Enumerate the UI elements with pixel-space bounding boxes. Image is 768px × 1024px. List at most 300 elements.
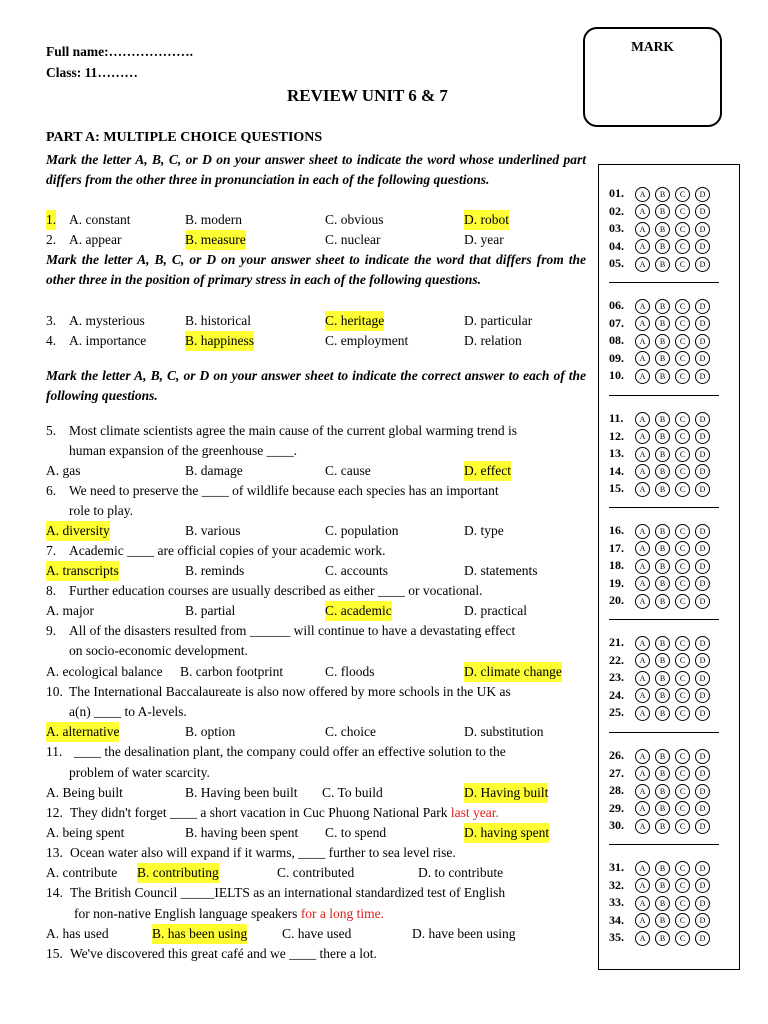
q4-option-a: A. importance — [69, 333, 147, 348]
answer-bubble-b[interactable]: B — [655, 861, 670, 876]
answer-bubble-a[interactable]: A — [635, 222, 650, 237]
answer-bubble-b[interactable]: B — [655, 706, 670, 721]
answer-bubble-c[interactable]: C — [675, 447, 690, 462]
answer-bubble-c[interactable]: C — [675, 239, 690, 254]
answer-bubble-b[interactable]: B — [655, 653, 670, 668]
q2-option-b: B. measure — [185, 230, 246, 250]
answer-bubble-b[interactable]: B — [655, 482, 670, 497]
answer-row-number: 29. — [609, 800, 624, 815]
q12-option-d: D. having spent — [464, 823, 549, 843]
answer-row — [609, 556, 715, 574]
answer-bubble-d[interactable]: D — [695, 204, 710, 219]
answer-row — [609, 444, 715, 462]
q11-stem-line2: problem of water scarcity. — [69, 765, 210, 780]
answer-row — [609, 331, 715, 349]
q1-option-b: B. modern — [185, 212, 242, 227]
answer-row-number: 21. — [609, 635, 624, 649]
q3-option-a: A. mysterious — [69, 313, 145, 328]
answer-row — [609, 296, 715, 314]
answer-row-number: 31. — [609, 860, 624, 874]
answer-row-number: 04. — [609, 238, 624, 253]
answer-row-number: 05. — [609, 256, 624, 270]
q12-option-a: A. being spent — [46, 825, 125, 840]
answer-bubble-b[interactable]: B — [655, 913, 670, 928]
answer-row — [609, 521, 715, 539]
answer-row-number: 18. — [609, 558, 624, 572]
answer-bubble-d[interactable]: D — [695, 913, 710, 928]
answer-row-number: 02. — [609, 203, 624, 218]
answer-row — [609, 539, 715, 557]
q13-stem-line1: Ocean water also will expand if it warms, ____ further to sea level rise. — [70, 845, 456, 860]
q6-option-a: A. diversity — [46, 521, 110, 541]
answer-bubble-a[interactable]: A — [635, 524, 650, 539]
answer-bubble-c[interactable]: C — [675, 931, 690, 946]
answer-row — [609, 764, 715, 782]
answer-bubble-a[interactable]: A — [635, 316, 650, 331]
answer-row — [609, 479, 715, 497]
answer-bubble-c[interactable]: C — [675, 749, 690, 764]
answer-bubble-b[interactable]: B — [655, 334, 670, 349]
q9-option-b: B. carbon footprint — [180, 664, 284, 679]
answer-row-number: 09. — [609, 350, 624, 365]
answer-row — [609, 876, 715, 894]
answer-bubble-a[interactable]: A — [635, 688, 650, 703]
answer-bubble-b[interactable]: B — [655, 688, 670, 703]
answer-bubble-d[interactable]: D — [695, 316, 710, 331]
answer-bubble-d[interactable]: D — [695, 594, 710, 609]
answer-bubble-c[interactable]: C — [675, 878, 690, 893]
answer-bubble-c[interactable]: C — [675, 464, 690, 479]
q9-stem-line2: on socio-economic development. — [69, 643, 248, 658]
q1-option-d: D. robot — [464, 210, 509, 230]
instruction-correct-answer: Mark the letter A, B, C, or D on your answer sheet to indicate the correct answer to each of the following questions. — [46, 368, 586, 403]
answer-row-number: 13. — [609, 446, 624, 460]
q12-time-marker: last year. — [450, 805, 499, 820]
q1-option-c: C. obvious — [325, 212, 384, 227]
answer-bubble-a[interactable]: A — [635, 861, 650, 876]
answer-bubble-a[interactable]: A — [635, 334, 650, 349]
q1-number: 1. — [46, 210, 56, 230]
answer-bubble-d[interactable]: D — [695, 299, 710, 314]
q11-option-b: B. Having been built — [185, 785, 298, 800]
answer-bubble-a[interactable]: A — [635, 464, 650, 479]
class-field: Class: 11……… — [46, 65, 138, 80]
q10-stem-line2: a(n) ____ to A-levels. — [69, 704, 187, 719]
q15-number: 15. — [46, 946, 63, 961]
q4-option-b: B. happiness — [185, 331, 254, 351]
answer-bubble-b[interactable]: B — [655, 429, 670, 444]
q10-option-a: A. alternative — [46, 722, 119, 742]
answer-bubble-a[interactable]: A — [635, 706, 650, 721]
answer-bubble-d[interactable]: D — [695, 653, 710, 668]
answer-row — [609, 349, 715, 367]
answer-row — [609, 668, 715, 686]
q9-stem-line1: All of the disasters resulted from ______ will continue to have a devastating effect — [69, 623, 516, 638]
answer-bubble-b[interactable]: B — [655, 299, 670, 314]
q10-stem-line1: The International Baccalaureate is also now offered by more schools in the UK as — [69, 684, 511, 699]
q5-stem-line2: human expansion of the greenhouse ____. — [69, 443, 297, 458]
answer-row-number: 15. — [609, 481, 624, 495]
answer-bubble-c[interactable]: C — [675, 653, 690, 668]
answer-row-number: 35. — [609, 930, 624, 944]
answer-bubble-a[interactable]: A — [635, 482, 650, 497]
answer-bubble-c[interactable]: C — [675, 671, 690, 686]
q14-number: 14. — [46, 885, 63, 900]
answer-bubble-c[interactable]: C — [675, 204, 690, 219]
answer-bubble-b[interactable]: B — [655, 896, 670, 911]
answer-group-divider — [609, 844, 719, 845]
q9-option-a: A. ecological balance — [46, 664, 163, 679]
answer-row — [609, 686, 715, 704]
answer-row — [609, 314, 715, 332]
answer-row — [609, 781, 715, 799]
answer-row — [609, 799, 715, 817]
answer-bubble-d[interactable]: D — [695, 222, 710, 237]
answer-bubble-d[interactable]: D — [695, 369, 710, 384]
answer-bubble-d[interactable]: D — [695, 351, 710, 366]
answer-row-number: 06. — [609, 298, 624, 312]
answer-row — [609, 254, 715, 272]
q13-option-d: D. to contribute — [418, 865, 504, 880]
answer-row-number: 25. — [609, 705, 624, 719]
answer-bubble-d[interactable]: D — [695, 819, 710, 834]
q5-number: 5. — [46, 423, 57, 438]
answer-bubble-d[interactable]: D — [695, 706, 710, 721]
answer-bubble-c[interactable]: C — [675, 222, 690, 237]
answer-group-divider — [609, 507, 719, 508]
answer-bubble-d[interactable]: D — [695, 559, 710, 574]
full-name-field: Full name:………………. — [46, 44, 193, 59]
q7-option-a: A. transcripts — [46, 561, 119, 581]
answer-row-number: 33. — [609, 895, 624, 909]
answer-bubble-d[interactable]: D — [695, 636, 710, 651]
answer-row — [609, 928, 715, 946]
answer-row-number: 14. — [609, 463, 624, 478]
answer-bubble-a[interactable]: A — [635, 671, 650, 686]
answer-bubble-d[interactable]: D — [695, 257, 710, 272]
answer-bubble-b[interactable]: B — [655, 819, 670, 834]
answer-bubble-c[interactable]: C — [675, 766, 690, 781]
answer-bubble-a[interactable]: A — [635, 412, 650, 427]
answer-row-number: 03. — [609, 221, 624, 235]
answer-group-divider — [609, 732, 719, 733]
answer-bubble-a[interactable]: A — [635, 896, 650, 911]
answer-bubble-d[interactable]: D — [695, 576, 710, 591]
q15-stem-line1: We've discovered this great café and we ____ there a lot. — [70, 946, 377, 961]
answer-bubble-b[interactable]: B — [655, 931, 670, 946]
answer-bubble-a[interactable]: A — [635, 429, 650, 444]
answer-bubble-b[interactable]: B — [655, 671, 670, 686]
q3-option-c: C. heritage — [325, 311, 384, 331]
answer-bubble-a[interactable]: A — [635, 878, 650, 893]
answer-bubble-b[interactable]: B — [655, 257, 670, 272]
answer-bubble-a[interactable]: A — [635, 801, 650, 816]
answer-row — [609, 858, 715, 876]
q3-option-d: D. particular — [464, 313, 533, 328]
answer-bubble-d[interactable]: D — [695, 931, 710, 946]
answer-bubble-d[interactable]: D — [695, 688, 710, 703]
answer-bubble-c[interactable]: C — [675, 801, 690, 816]
answer-row — [609, 703, 715, 721]
answer-bubble-b[interactable]: B — [655, 524, 670, 539]
q7-number: 7. — [46, 543, 57, 558]
answer-bubble-b[interactable]: B — [655, 784, 670, 799]
answer-bubble-b[interactable]: B — [655, 749, 670, 764]
answer-row — [609, 591, 715, 609]
answer-bubble-b[interactable]: B — [655, 222, 670, 237]
q5-option-b: B. damage — [185, 463, 243, 478]
page-title: REVIEW UNIT 6 & 7 — [287, 86, 448, 105]
q10-option-d: D. substitution — [464, 724, 544, 739]
answer-bubble-a[interactable]: A — [635, 541, 650, 556]
q6-option-b: B. various — [185, 523, 241, 538]
answer-bubble-a[interactable]: A — [635, 204, 650, 219]
q7-option-b: B. reminds — [185, 563, 245, 578]
q6-stem-line1: We need to preserve the ____ of wildlife because each species has an important — [69, 483, 499, 498]
answer-bubble-c[interactable]: C — [675, 412, 690, 427]
answer-bubble-d[interactable]: D — [695, 861, 710, 876]
answer-bubble-c[interactable]: C — [675, 913, 690, 928]
answer-row — [609, 409, 715, 427]
answer-bubble-a[interactable]: A — [635, 351, 650, 366]
answer-bubble-b[interactable]: B — [655, 187, 670, 202]
answer-bubble-d[interactable]: D — [695, 187, 710, 202]
answer-bubble-b[interactable]: B — [655, 351, 670, 366]
answer-bubble-b[interactable]: B — [655, 447, 670, 462]
answer-bubble-b[interactable]: B — [655, 541, 670, 556]
answer-bubble-c[interactable]: C — [675, 896, 690, 911]
answer-row-number: 20. — [609, 593, 624, 607]
answer-bubble-b[interactable]: B — [655, 878, 670, 893]
answer-bubble-b[interactable]: B — [655, 594, 670, 609]
q8-option-a: A. major — [46, 603, 94, 618]
answer-bubble-c[interactable]: C — [675, 688, 690, 703]
answer-group-divider — [609, 619, 719, 620]
answer-bubble-d[interactable]: D — [695, 784, 710, 799]
answer-row-number: 22. — [609, 652, 624, 667]
answer-bubble-d[interactable]: D — [695, 541, 710, 556]
answer-bubble-b[interactable]: B — [655, 576, 670, 591]
answer-bubble-c[interactable]: C — [675, 299, 690, 314]
answer-row-number: 24. — [609, 687, 624, 702]
q10-option-b: B. option — [185, 724, 236, 739]
q14-stem-text: for non-native English language speakers — [74, 906, 298, 921]
q5-option-c: C. cause — [325, 463, 371, 478]
q5-stem-line1: Most climate scientists agree the main cause of the current global warming trend is — [69, 423, 517, 438]
q14-option-b: B. has been using — [152, 924, 247, 944]
q6-number: 6. — [46, 483, 57, 498]
answer-bubble-c[interactable]: C — [675, 429, 690, 444]
answer-bubble-b[interactable]: B — [655, 636, 670, 651]
q4-number: 4. — [46, 333, 57, 348]
q14-time-marker: for a long time. — [300, 906, 385, 921]
answer-bubble-a[interactable]: A — [635, 931, 650, 946]
q5-option-d: D. effect — [464, 461, 511, 481]
answer-bubble-c[interactable]: C — [675, 257, 690, 272]
answer-bubble-c[interactable]: C — [675, 594, 690, 609]
answer-bubble-d[interactable]: D — [695, 412, 710, 427]
q6-option-d: D. type — [464, 523, 504, 538]
answer-row-number: 26. — [609, 748, 624, 762]
q11-option-a: A. Being built — [46, 785, 123, 800]
q6-option-c: C. population — [325, 523, 399, 538]
answer-row-number: 32. — [609, 877, 624, 892]
q2-number: 2. — [46, 232, 57, 247]
answer-bubble-c[interactable]: C — [675, 524, 690, 539]
answer-row-number: 34. — [609, 912, 624, 927]
answer-bubble-a[interactable]: A — [635, 913, 650, 928]
q3-option-b: B. historical — [185, 313, 251, 328]
answer-bubble-c[interactable]: C — [675, 636, 690, 651]
answer-bubble-c[interactable]: C — [675, 351, 690, 366]
q9-option-d: D. climate change — [464, 662, 562, 682]
answer-row — [609, 366, 715, 384]
q11-option-c: C. To build — [322, 785, 383, 800]
answer-row-number: 30. — [609, 818, 624, 832]
answer-bubble-a[interactable]: A — [635, 749, 650, 764]
answer-bubble-a[interactable]: A — [635, 784, 650, 799]
answer-row-number: 27. — [609, 765, 624, 780]
answer-row-number: 17. — [609, 540, 624, 555]
answer-row-number: 12. — [609, 428, 624, 443]
answer-bubble-b[interactable]: B — [655, 316, 670, 331]
answer-bubble-d[interactable]: D — [695, 482, 710, 497]
answer-sheet — [598, 164, 740, 970]
q12-stem-text: They didn't forget ____ a short vacation in Cuc Phuong National Park — [70, 805, 448, 820]
answer-bubble-d[interactable]: D — [695, 766, 710, 781]
answer-row-number: 19. — [609, 575, 624, 590]
answer-bubble-d[interactable]: D — [695, 239, 710, 254]
answer-bubble-d[interactable]: D — [695, 896, 710, 911]
q13-option-c: C. contributed — [277, 865, 355, 880]
q7-option-c: C. accounts — [325, 563, 388, 578]
answer-bubble-c[interactable]: C — [675, 559, 690, 574]
answer-row — [609, 746, 715, 764]
q8-option-d: D. practical — [464, 603, 527, 618]
q14-option-d: D. have been using — [412, 926, 516, 941]
instruction-stress: Mark the letter A, B, C, or D on your answer sheet to indicate the word that differs from the other three in the position of primary stress in each of the following questions. — [46, 252, 586, 287]
answer-row — [609, 427, 715, 445]
answer-row — [609, 633, 715, 651]
q9-option-c: C. floods — [325, 664, 375, 679]
instruction-pronunciation: Mark the letter A, B, C, or D on your answer sheet to indicate the word whose underlined part differs from the other three in pronunciation in each of the following questions. — [46, 152, 586, 187]
answer-row-number: 23. — [609, 670, 624, 684]
answer-bubble-a[interactable]: A — [635, 559, 650, 574]
q11-number: 11. — [46, 744, 63, 759]
answer-row — [609, 202, 715, 220]
answer-bubble-c[interactable]: C — [675, 369, 690, 384]
q10-number: 10. — [46, 684, 63, 699]
answer-row — [609, 651, 715, 669]
answer-row-number: 11. — [609, 411, 624, 425]
answer-bubble-c[interactable]: C — [675, 861, 690, 876]
answer-bubble-b[interactable]: B — [655, 766, 670, 781]
answer-bubble-d[interactable]: D — [695, 429, 710, 444]
q11-option-d: D. Having built — [464, 783, 548, 803]
answer-bubble-a[interactable]: A — [635, 187, 650, 202]
answer-bubble-a[interactable]: A — [635, 447, 650, 462]
answer-bubble-d[interactable]: D — [695, 801, 710, 816]
mark-box — [583, 27, 722, 127]
q4-option-c: C. employment — [325, 333, 409, 348]
q2-option-d: D. year — [464, 232, 504, 247]
answer-bubble-a[interactable]: A — [635, 239, 650, 254]
part-a-title: PART A: MULTIPLE CHOICE QUESTIONS — [46, 130, 323, 145]
answer-bubble-d[interactable]: D — [695, 334, 710, 349]
q8-option-b: B. partial — [185, 603, 236, 618]
answer-bubble-a[interactable]: A — [635, 594, 650, 609]
q14-option-c: C. have used — [282, 926, 352, 941]
answer-bubble-c[interactable]: C — [675, 706, 690, 721]
q2-option-c: C. nuclear — [325, 232, 381, 247]
q9-number: 9. — [46, 623, 57, 638]
answer-row — [609, 219, 715, 237]
q12-option-b: B. having been spent — [185, 825, 299, 840]
answer-bubble-c[interactable]: C — [675, 334, 690, 349]
answer-bubble-a[interactable]: A — [635, 257, 650, 272]
q6-stem-line2: role to play. — [69, 503, 133, 518]
q4-option-d: D. relation — [464, 333, 522, 348]
answer-row-number: 16. — [609, 523, 624, 537]
answer-bubble-d[interactable]: D — [695, 524, 710, 539]
q7-stem-line1: Academic ____ are official copies of your academic work. — [69, 543, 386, 558]
answer-bubble-d[interactable]: D — [695, 464, 710, 479]
answer-row — [609, 574, 715, 592]
answer-row — [609, 184, 715, 202]
answer-row — [609, 462, 715, 480]
answer-bubble-a[interactable]: A — [635, 766, 650, 781]
answer-bubble-d[interactable]: D — [695, 749, 710, 764]
answer-bubble-c[interactable]: C — [675, 784, 690, 799]
mark-label: MARK — [631, 39, 674, 54]
answer-bubble-c[interactable]: C — [675, 482, 690, 497]
q14-option-a: A. has used — [46, 926, 109, 941]
answer-bubble-c[interactable]: C — [675, 819, 690, 834]
answer-bubble-d[interactable]: D — [695, 447, 710, 462]
answer-row — [609, 816, 715, 834]
answer-bubble-b[interactable]: B — [655, 369, 670, 384]
answer-bubble-a[interactable]: A — [635, 819, 650, 834]
q10-option-c: C. choice — [325, 724, 376, 739]
answer-bubble-a[interactable]: A — [635, 576, 650, 591]
answer-bubble-b[interactable]: B — [655, 239, 670, 254]
answer-bubble-a[interactable]: A — [635, 653, 650, 668]
answer-row — [609, 893, 715, 911]
answer-bubble-d[interactable]: D — [695, 671, 710, 686]
answer-bubble-b[interactable]: B — [655, 204, 670, 219]
q14-stem-line2 — [74, 904, 384, 924]
q13-option-a: A. contribute — [46, 865, 118, 880]
answer-bubble-c[interactable]: C — [675, 316, 690, 331]
answer-bubble-a[interactable]: A — [635, 299, 650, 314]
answer-bubble-a[interactable]: A — [635, 636, 650, 651]
q7-option-d: D. statements — [464, 563, 538, 578]
answer-group-divider — [609, 395, 719, 396]
answer-bubble-b[interactable]: B — [655, 464, 670, 479]
answer-row — [609, 911, 715, 929]
answer-bubble-a[interactable]: A — [635, 369, 650, 384]
q12-number: 12. — [46, 805, 63, 820]
answer-bubble-c[interactable]: C — [675, 187, 690, 202]
answer-bubble-b[interactable]: B — [655, 559, 670, 574]
answer-bubble-d[interactable]: D — [695, 878, 710, 893]
answer-bubble-c[interactable]: C — [675, 576, 690, 591]
answer-bubble-b[interactable]: B — [655, 801, 670, 816]
q11-stem-line1: ____ the desalination plant, the company could offer an effective solution to the — [74, 744, 506, 759]
answer-bubble-c[interactable]: C — [675, 541, 690, 556]
answer-bubble-b[interactable]: B — [655, 412, 670, 427]
answer-row-number: 10. — [609, 368, 624, 382]
